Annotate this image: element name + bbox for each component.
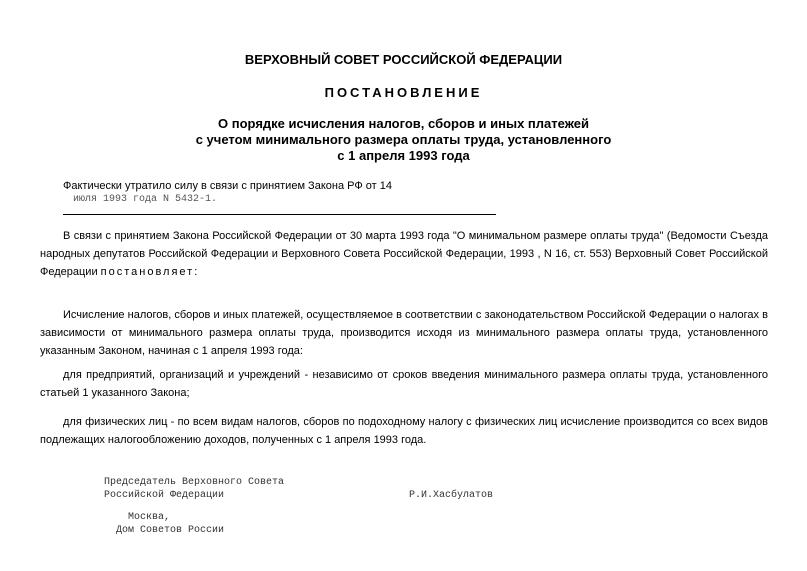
signatory-title-line-2: Российской Федерации <box>104 490 225 501</box>
subject-line-1: О порядке исчисления налогов, сборов и иных платежей <box>218 116 589 131</box>
preamble-text: В связи с принятием Закона Российской Федерации от 30 марта 1993 года "О минимальном размере оплаты труда" (Ведомости Съезда народных депутатов Российской Федерации и Верховного Совета Российской Федерации, 1993 , N 16, ст. 553) Верховный Совет Российской Федерации <box>40 230 768 278</box>
separator-rule <box>63 214 496 215</box>
individuals-paragraph: для физических лиц - по всем видам налогов, сборов по подоходному налогу с физических лиц исчисление производится со всех видов подлежащих налогообложению доходов, полученных с 1 апреля 1993 года. <box>40 416 768 446</box>
decree-word: постановляет: <box>100 266 200 278</box>
issuing-body-title: ВЕРХОВНЫЙ СОВЕТ РОССИЙСКОЙ ФЕДЕРАЦИИ <box>244 52 563 67</box>
signatory-title-line-1: Председатель Верховного Совета <box>104 477 285 488</box>
place-building: Дом Советов России <box>116 525 225 536</box>
document-type-title: ПОСТАНОВЛЕНИЕ <box>324 85 483 100</box>
status-note-line-2: июля 1993 года N 5432-1. <box>73 194 218 205</box>
signatory-name: Р.И.Хасбулатов <box>409 490 494 501</box>
preamble-paragraph <box>40 227 768 281</box>
place-city: Москва, <box>128 512 171 523</box>
main-paragraph: Исчисление налогов, сборов и иных платежей, осуществляемое в соответствии с законодательством Российской Федерации о налогах в зависимости от минимального размера оплаты труда, производится исходя из минимального размера оплаты труда, установленного указанным Законом, начиная с 1 апреля 1993 года: <box>40 309 768 357</box>
subject-line-3: с 1 апреля 1993 года <box>337 148 470 163</box>
status-note-line-1: Фактически утратило силу в связи с принятием Закона РФ от 14 <box>63 180 392 192</box>
enterprises-paragraph: для предприятий, организаций и учреждений - независимо от сроков введения минимального размера оплаты труда, установленного статьей 1 указанного Закона; <box>40 369 768 399</box>
subject-line-2: с учетом минимального размера оплаты труда, установленного <box>195 132 612 147</box>
